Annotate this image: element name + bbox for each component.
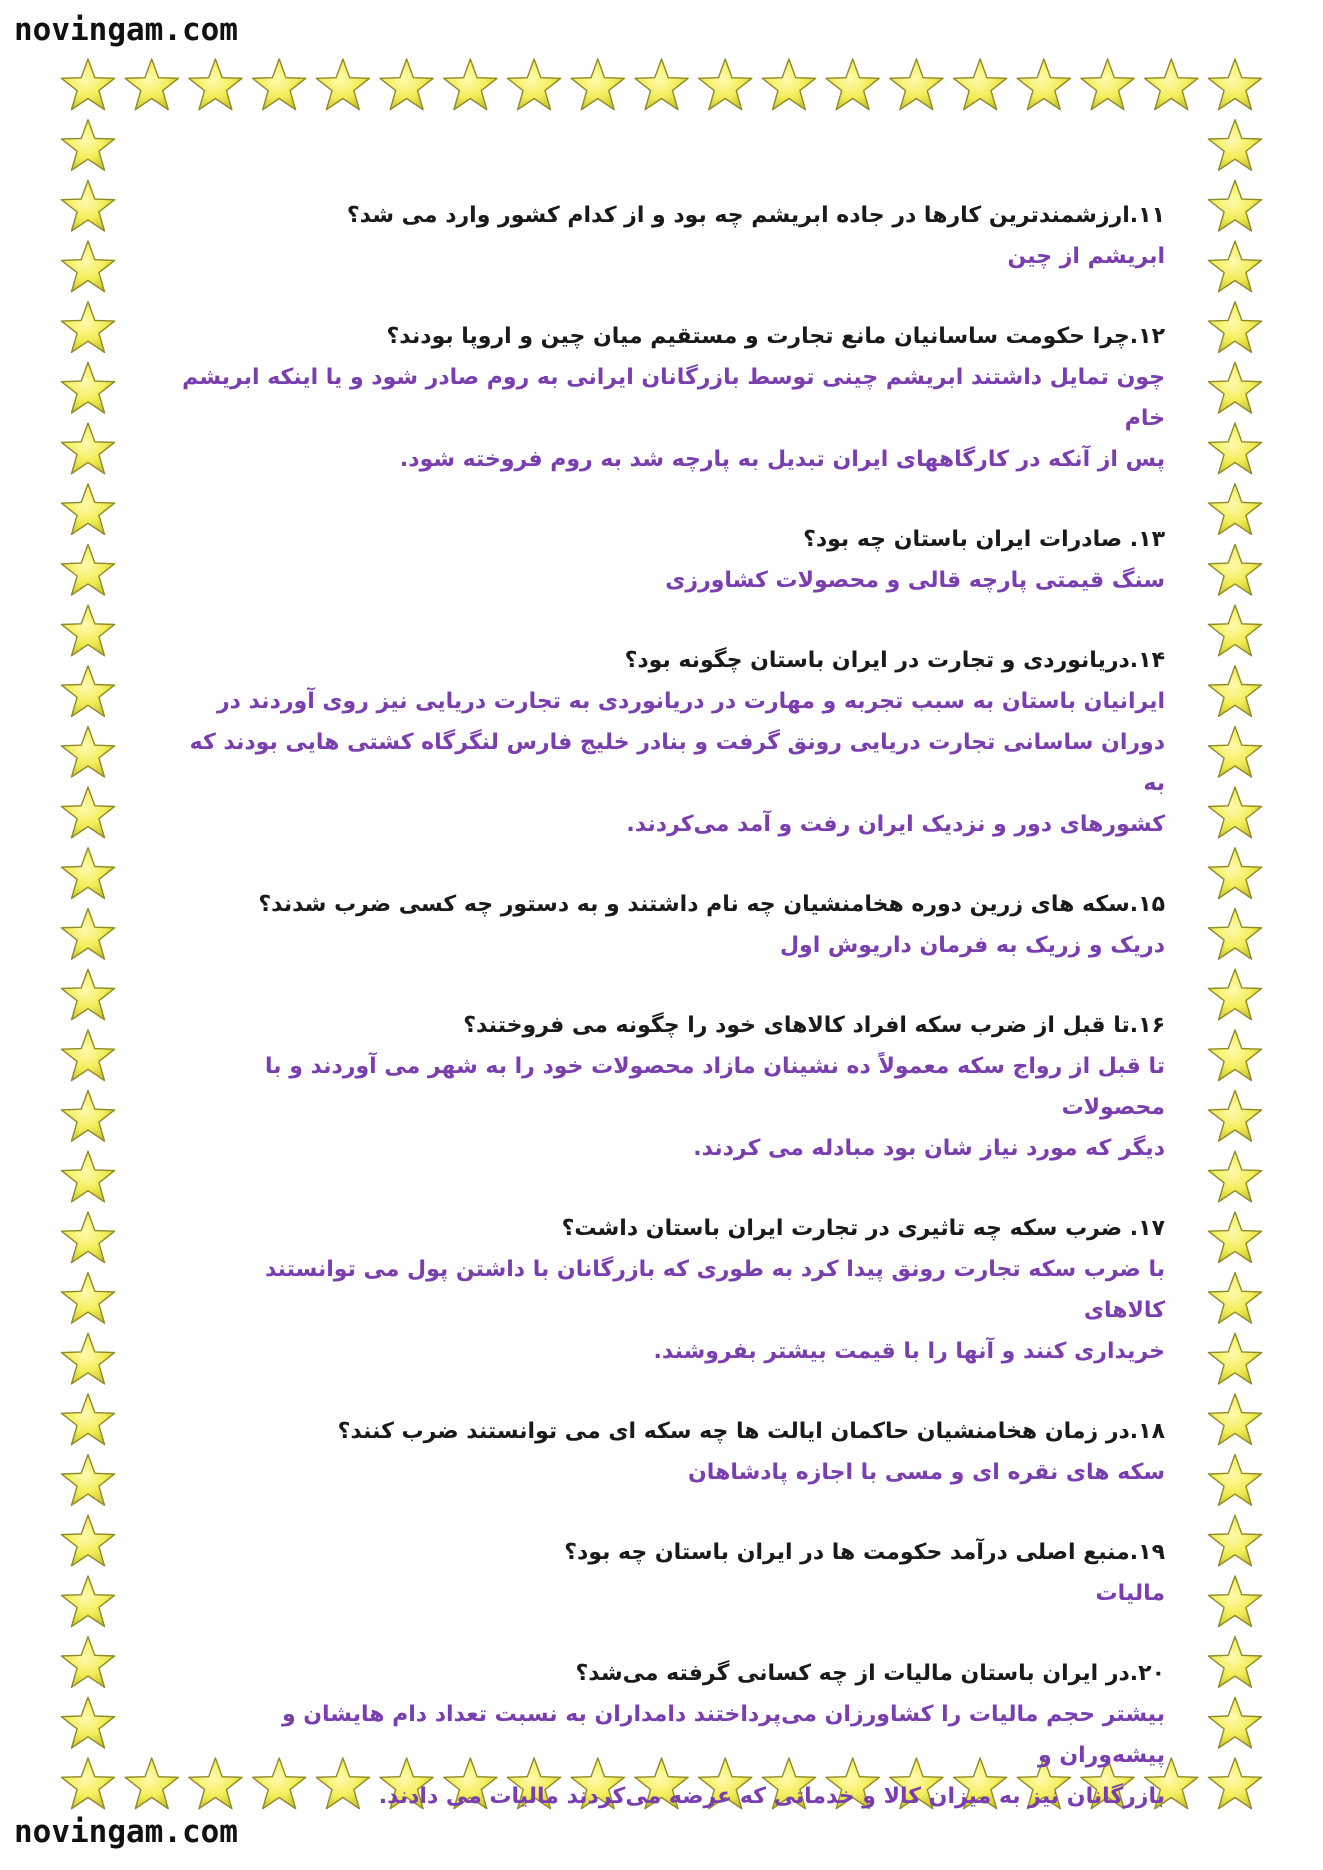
star-icon bbox=[61, 362, 114, 413]
question-20: ۲۰.در ایران باستان مالیات از چه کسانی گرفته می‌شد؟ bbox=[575, 1661, 1165, 1686]
star-icon bbox=[61, 1333, 114, 1384]
question-16: ۱۶.تا قبل از ضرب سکه افراد کالاهای خود را چگونه می فروختند؟ bbox=[463, 1013, 1165, 1038]
answer-16-line-2: دیگر که مورد نیاز شان بود مبادله می کردند. bbox=[693, 1136, 1165, 1161]
star-icon bbox=[1208, 787, 1261, 838]
star-icon bbox=[61, 120, 114, 171]
answer-17-line-2: خریداری کنند و آنها را با قیمت بیشتر بفروشند. bbox=[653, 1339, 1165, 1364]
star-icon bbox=[1208, 1212, 1261, 1263]
star-icon bbox=[61, 1212, 114, 1263]
star-icon bbox=[1208, 241, 1261, 292]
qa-item bbox=[180, 884, 1165, 966]
star-icon bbox=[316, 59, 369, 110]
star-icon bbox=[954, 59, 1007, 110]
star-icon bbox=[1208, 969, 1261, 1020]
watermark-bottom: novingam.com bbox=[14, 1814, 238, 1850]
answer-11-line-1: ابریشم از چین bbox=[1007, 244, 1165, 269]
star-icon bbox=[1017, 59, 1070, 110]
star-icon bbox=[1208, 423, 1261, 474]
star-icon bbox=[1208, 666, 1261, 717]
star-icon bbox=[61, 544, 114, 595]
star-icon bbox=[61, 59, 114, 110]
answer-15-line-1: دریک و زریک به فرمان داریوش اول bbox=[779, 933, 1165, 958]
star-icon bbox=[61, 302, 114, 353]
star-icon bbox=[189, 59, 242, 110]
answer-12-line-1: چون تمایل داشتند ابریشم چینی توسط بازرگانان ایرانی به روم صادر شود و یا اینکه ابریشم خام bbox=[182, 365, 1165, 431]
qa-item bbox=[180, 316, 1165, 480]
star-icon bbox=[1208, 605, 1261, 656]
qa-section bbox=[180, 195, 1165, 1856]
star-icon bbox=[61, 1091, 114, 1142]
star-icon bbox=[61, 1697, 114, 1748]
star-icon bbox=[1208, 1333, 1261, 1384]
question-11: ۱۱.ارزشمندترین کارها در جاده ابریشم چه بود و از کدام کشور وارد می شد؟ bbox=[346, 203, 1165, 228]
star-icon bbox=[125, 1758, 178, 1809]
qa-item bbox=[180, 1532, 1165, 1614]
question-18: ۱۸.در زمان هخامنشیان حاکمان ایالت ها چه سکه ای می توانستند ضرب کنند؟ bbox=[337, 1419, 1165, 1444]
star-icon bbox=[1208, 1697, 1261, 1748]
star-icon bbox=[61, 1030, 114, 1081]
qa-item bbox=[180, 1653, 1165, 1817]
star-icon bbox=[61, 969, 114, 1020]
star-icon bbox=[1208, 544, 1261, 595]
star-icon bbox=[1208, 1455, 1261, 1506]
question-14: ۱۴.دریانوردی و تجارت در ایران باستان چگونه بود؟ bbox=[624, 648, 1165, 673]
star-icon bbox=[1208, 302, 1261, 353]
star-icon bbox=[1081, 59, 1134, 110]
qa-item bbox=[180, 519, 1165, 601]
star-icon bbox=[253, 59, 306, 110]
question-17: ۱۷. ضرب سکه چه تاثیری در تجارت ایران باستان داشت؟ bbox=[561, 1216, 1165, 1241]
star-icon bbox=[571, 59, 624, 110]
star-icon bbox=[61, 1273, 114, 1324]
star-icon bbox=[61, 727, 114, 778]
star-icon bbox=[1208, 1576, 1261, 1627]
question-13: ۱۳. صادرات ایران باستان چه بود؟ bbox=[803, 527, 1165, 552]
star-icon bbox=[1208, 1394, 1261, 1445]
star-icon bbox=[1145, 59, 1198, 110]
answer-19-line-1: مالیات bbox=[1095, 1581, 1165, 1606]
star-icon bbox=[1208, 1151, 1261, 1202]
star-icon bbox=[1208, 1273, 1261, 1324]
qa-item bbox=[180, 640, 1165, 845]
star-icon bbox=[61, 1151, 114, 1202]
answer-12-line-2: پس از آنکه در کارگاههای ایران تبدیل به پارچه شد به روم فروخته شود. bbox=[399, 447, 1165, 472]
star-icon bbox=[61, 1394, 114, 1445]
answer-14-line-1: ایرانیان باستان به سبب تجربه و مهارت در دریانوردی به تجارت دریایی نیز روی آوردند در bbox=[216, 689, 1165, 714]
star-icon bbox=[1208, 1637, 1261, 1688]
star-icon bbox=[125, 59, 178, 110]
question-15: ۱۵.سکه های زرین دوره هخامنشیان چه نام داشتند و به دستور چه کسی ضرب شدند؟ bbox=[258, 892, 1165, 917]
answer-20-line-2: بازرگانان نیز به میزان کالا و خدماتی که عرضه می‌کردند مالیات می دادند. bbox=[378, 1784, 1165, 1809]
star-icon bbox=[1208, 59, 1261, 110]
answer-16-line-1: تا قبل از رواج سکه معمولاً ده نشینان مازاد محصولات خود را به شهر می آوردند و با محصولات bbox=[265, 1054, 1165, 1120]
star-icon bbox=[61, 1576, 114, 1627]
star-icon bbox=[61, 1758, 114, 1809]
star-icon bbox=[61, 1637, 114, 1688]
star-icon bbox=[890, 59, 943, 110]
star-icon bbox=[1208, 120, 1261, 171]
answer-13-line-1: سنگ قیمتی پارچه قالی و محصولات کشاورزی bbox=[665, 568, 1165, 593]
question-19: ۱۹.منبع اصلی درآمد حکومت ها در ایران باستان چه بود؟ bbox=[564, 1540, 1165, 1565]
qa-item bbox=[180, 1411, 1165, 1493]
star-icon bbox=[61, 787, 114, 838]
star-icon bbox=[762, 59, 815, 110]
star-icon bbox=[61, 1515, 114, 1566]
star-icon bbox=[1208, 1030, 1261, 1081]
star-icon bbox=[1208, 1091, 1261, 1142]
star-icon bbox=[444, 59, 497, 110]
star-icon bbox=[380, 59, 433, 110]
star-icon bbox=[699, 59, 752, 110]
star-icon bbox=[826, 59, 879, 110]
star-icon bbox=[61, 909, 114, 960]
star-icon bbox=[1208, 362, 1261, 413]
qa-item bbox=[180, 195, 1165, 277]
answer-20-line-1: بیشتر حجم مالیات را کشاورزان می‌پرداختند دامداران به نسبت تعداد دام هایشان و پیشه‌وران و bbox=[281, 1702, 1165, 1768]
star-icon bbox=[61, 423, 114, 474]
star-icon bbox=[61, 241, 114, 292]
star-icon bbox=[1208, 180, 1261, 231]
answer-14-line-3: کشورهای دور و نزدیک ایران رفت و آمد می‌کردند. bbox=[626, 812, 1165, 837]
star-icon bbox=[61, 666, 114, 717]
answer-17-line-1: با ضرب سکه تجارت رونق پیدا کرد به طوری که بازرگانان با داشتن پول می توانستند کالاهای bbox=[264, 1257, 1165, 1323]
star-icon bbox=[61, 848, 114, 899]
star-icon bbox=[1208, 727, 1261, 778]
qa-item bbox=[180, 1208, 1165, 1372]
star-icon bbox=[1208, 484, 1261, 535]
star-icon bbox=[61, 484, 114, 535]
qa-item bbox=[180, 1005, 1165, 1169]
star-icon bbox=[61, 180, 114, 231]
watermark-top: novingam.com bbox=[14, 12, 238, 48]
star-icon bbox=[61, 605, 114, 656]
star-icon bbox=[1208, 848, 1261, 899]
answer-18-line-1: سکه های نقره ای و مسی با اجازه پادشاهان bbox=[688, 1460, 1165, 1485]
question-12: ۱۲.چرا حکومت ساسانیان مانع تجارت و مستقیم میان چین و اروپا بودند؟ bbox=[386, 324, 1165, 349]
star-icon bbox=[1208, 909, 1261, 960]
star-icon bbox=[1208, 1515, 1261, 1566]
star-icon bbox=[61, 1455, 114, 1506]
star-icon bbox=[635, 59, 688, 110]
answer-14-line-2: دوران ساسانی تجارت دریایی رونق گرفت و بنادر خلیج فارس لنگرگاه کشتی هایی بودند که به bbox=[189, 730, 1165, 796]
star-icon bbox=[1208, 1758, 1261, 1809]
star-icon bbox=[507, 59, 560, 110]
